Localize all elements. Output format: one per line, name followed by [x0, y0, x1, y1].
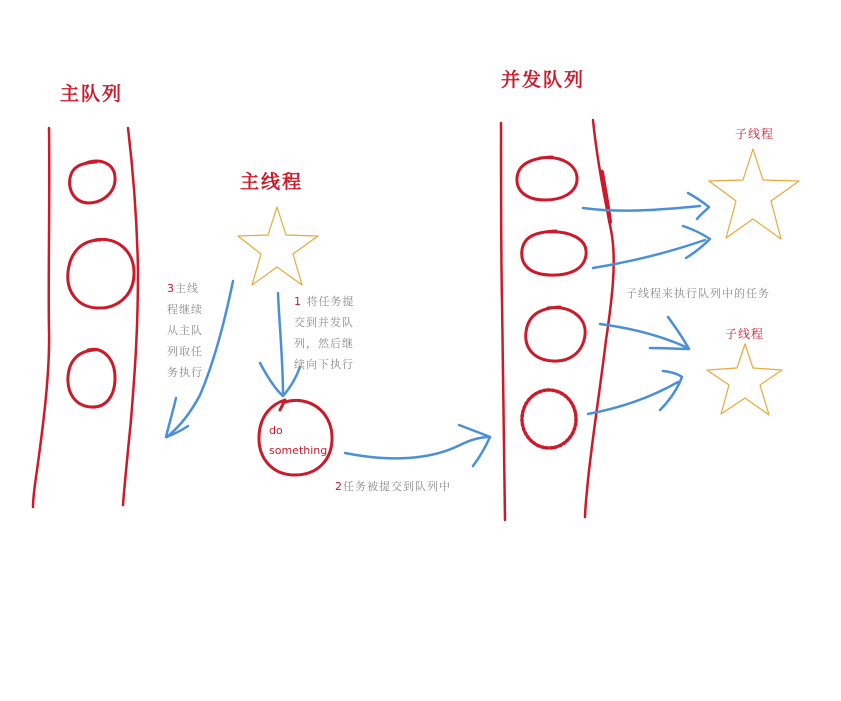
arrow-task3-head	[650, 317, 689, 349]
arrow-submit-task	[278, 293, 283, 395]
concurrent-queue-task-pending	[522, 390, 576, 448]
sub-thread-2-title: 子线程	[725, 327, 765, 341]
task-label-line1: do	[269, 424, 283, 437]
arrow-task2-to-subthread	[593, 240, 705, 268]
sub-thread-star-1	[709, 149, 799, 239]
step3-number: 3	[167, 282, 175, 295]
step2-text: 任务被提交到队列中	[343, 480, 451, 493]
task-label-line2: something	[269, 444, 328, 457]
main-thread-star	[238, 207, 318, 285]
arrow-to-concurrent-head	[459, 425, 490, 466]
step1-line: 续向下执行	[294, 358, 354, 371]
step3-line: 务执行	[167, 366, 203, 379]
concurrent-queue-right-line-accent	[602, 172, 610, 222]
main-thread-title: 主线程	[240, 171, 304, 193]
concurrent-queue-left-line	[501, 123, 505, 520]
step1-number: 1	[294, 295, 302, 308]
main-queue-left-line	[33, 128, 49, 507]
main-queue-right-line	[123, 128, 138, 505]
arrow-task1-to-subthread	[583, 206, 700, 211]
concurrent-queue-task-2	[522, 231, 586, 275]
concurrent-queue-task-3	[526, 307, 585, 361]
concurrent-queue-title: 并发队列	[501, 69, 586, 91]
step1-note	[294, 291, 355, 375]
sub-thread-1-title: 子线程	[735, 127, 775, 141]
task-label	[269, 421, 327, 461]
main-queue-task-3	[68, 349, 115, 407]
step3-line: 程继续	[167, 303, 203, 316]
step1-line: 将任务提	[306, 295, 355, 308]
step3-line: 主线	[175, 282, 199, 295]
arrow-to-concurrent-queue	[345, 437, 490, 458]
step3-line: 从主队	[167, 324, 203, 337]
step1-line: 交到并发队	[294, 316, 354, 329]
main-queue-task-1	[70, 161, 115, 203]
step2-number: 2	[335, 480, 343, 493]
step2-note	[335, 476, 451, 497]
main-queue-task-2	[68, 239, 134, 308]
subthread-note: 子线程来执行队列中的任务	[626, 287, 770, 300]
step1-line: 列，然后继	[294, 337, 354, 350]
main-queue-title: 主队列	[60, 83, 124, 105]
step3-line: 列取任	[167, 345, 203, 358]
step3-note	[167, 278, 203, 383]
sub-thread-star-2	[707, 344, 782, 415]
arrow-task4-to-subthread	[588, 382, 678, 414]
concurrent-queue-right-line	[585, 120, 614, 517]
concurrent-queue-task-1	[517, 157, 577, 200]
